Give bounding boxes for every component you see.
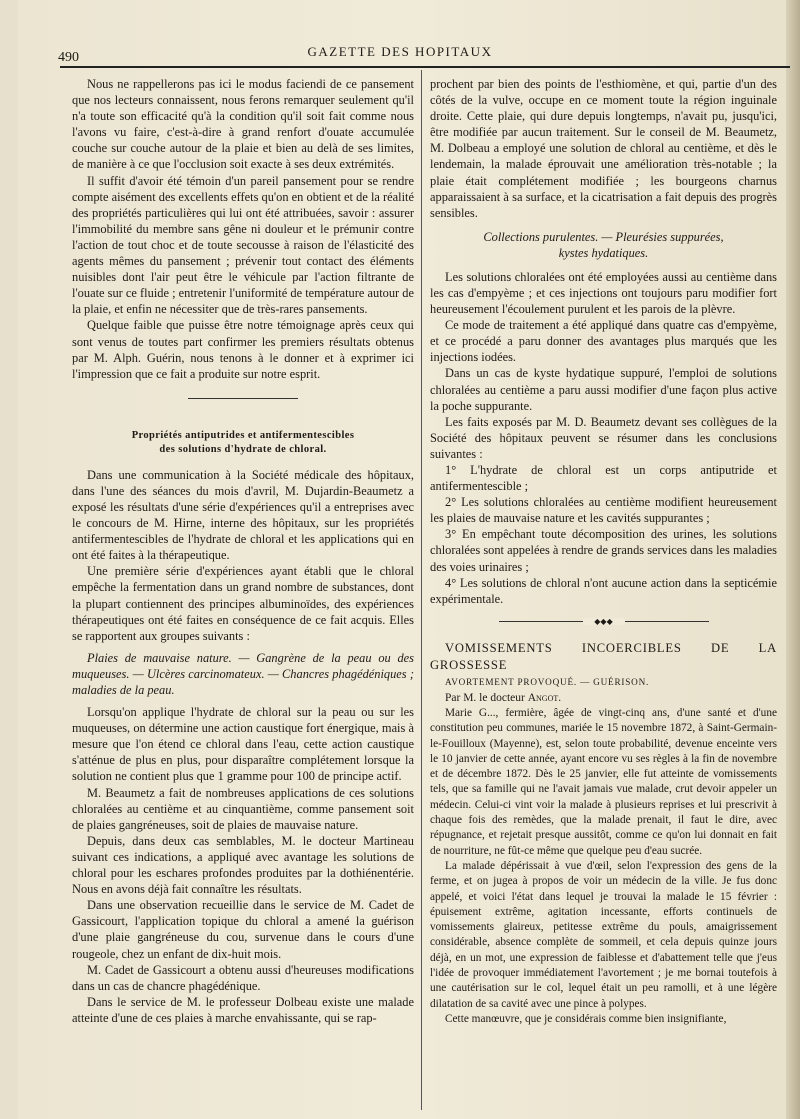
paragraph: Cette manœuvre, que je considérais comme bien insignifiante, <box>445 1012 727 1025</box>
paragraph: Il suffit d'avoir été témoin d'un pareil pansement pour se rendre compte aisément des excellents effets qu'on en obtient et de la réalité des propriétés particulières qui lui ont été attribuées, savoir : assurer l'immobilité du membre sans gêne ni douleur et le prémunir contre l'action de tout choc et de toute secousse à raison de l'élasticité des agents mêmes du pansement ; prévenir tout contact des éléments nuisibles dont l'air peut être le véhicule par l'action filtrante de l'ouate sur ce fluide ; entretenir l'uniformité de température autour de la plaie, et enfin ne nécessiter que de très-rares pansements. <box>72 173 414 317</box>
paragraph: Lorsqu'on applique l'hydrate de chloral sur la peau ou sur les muqueuses, on détermine une action caustique fort énergique, mais à mesure que l'on étend ce chloral dans l'eau, cette action caustique s'atténue de plus en plus, pour disparaître complétement lorsque la solution ne contient plus que 1 gramme pour 100 de principe actif. <box>72 705 414 784</box>
paragraph: M. Beaumetz a fait de nombreuses applications de ces solutions chloralées au centième et au cinquantième, comme pansement soit de plaies gangréneuses, soit de plaies de mauvaise nature. <box>72 785 414 832</box>
right-column <box>430 76 777 1027</box>
subsection-title <box>430 229 777 261</box>
subsection-title-line: kystes hydatiques. <box>558 245 649 260</box>
author-prefix: Par M. le docteur <box>445 691 525 704</box>
subsection-title-line: Collections purulentes. — Pleurésies suppurées, <box>483 229 724 244</box>
paragraph: Les faits exposés par M. D. Beaumetz devant ses collègues de la Société des hôpitaux peuvent se résumer dans les conclusions suivantes : <box>430 414 777 461</box>
paragraph: prochent par bien des points de l'esthiomène, et qui, partie d'un des côtés de la vulve, occupe en ce moment toute la région inguinale droite. Cette plaie, qui dure depuis longtemps, n'avait pu, jusqu'ici, être modifiée par aucun traitement. Sur le conseil de M. Beaumetz, M. Dolbeau a employé une solution de chloral au centième, et dès le lendemain, la malade éprouvait une amélioration très-notable ; la plaie était complétement modifiée ; les bourgeons charnus apparaissaient à sa surface, et la cicatrisation a fait depuis des progrès sensibles. <box>430 77 777 220</box>
paragraph: Dans une communication à la Société médicale des hôpitaux, dans l'une des séances du mois d'avril, M. Dujardin-Beaumetz a exposé les résultats d'une série d'expériences qu'il a entreprises avec le concours de M. Hirne, interne des hôpitaux, sur les propriétés antifermentescibles de l'hydrate de chloral et les applications qui en ont été faites à la thérapeutique. <box>72 467 414 563</box>
conclusion-item: 2° Les solutions chloralées au centième modifient heureusement les plaies de mauvaise nature et les cavités suppurantes ; <box>430 495 777 526</box>
paragraph: Quelque faible que puisse être notre témoignage après ceux qui sont venus de toutes part confirmer les premiers résultats obtenus par M. Alph. Guérin, nous tenons à le donner et à exprimer ici l'impression que ce fait a produite sur notre esprit. <box>72 318 414 381</box>
paragraph: Les solutions chloralées ont été employées aussi au centième dans les cas d'empyème ; et ces injections ont toujours paru modifier fort heureusement l'écoulement purulent et les parois de la plèvre. <box>430 269 777 317</box>
ornament-icon: ◆◆◆ <box>583 618 625 625</box>
paragraph: La malade dépérissait à vue d'œil, selon l'expression des gens de la ferme, et on jugea à propos de voir un médecin de la ville. Je fus donc appelé, et voici l'état dans lequel je trouvai la malade le 15 février : épuisement extrême, agitation incessante, efforts continuels de vomissements glaireux, petitesse extrême du pouls, amaigrissement considérable, absence complète de sommeil, et cela depuis quinze jours déjà, en un mot, une expression de faiblesse et d'abattement telle que j'eus l'idée de provoquer immédiatement l'avortement ; je me bornai toutefois à une cautérisation sur le col, lequel était un peu ramolli, et à une légère dilatation de sa cavité avec une pince à polypes. <box>430 859 777 1010</box>
article-subtitle: AVORTEMENT PROVOQUÉ. — GUÉRISON. <box>445 676 650 687</box>
paragraph: Ce mode de traitement a été appliqué dans quatre cas d'empyème, et ce procédé a paru donner des avantages plus marqués que les injections iodées. <box>430 318 777 365</box>
conclusion-item: 4° Les solutions de chloral n'ont aucune action dans la septicémie expérimentale. <box>430 575 777 606</box>
running-title: GAZETTE DES HOPITAUX <box>307 44 493 59</box>
paragraph: Dans une observation recueillie dans le service de M. Cadet de Gassicourt, l'application topique du chloral a amené la guérison d'une plaie gangréneuse du cou, survenue dans le cours d'une rougeole, chez un enfant de dix-huit mois. <box>72 898 414 961</box>
paragraph: Dans un cas de kyste hydatique suppuré, l'emploi de solutions chloralées au centième a paru aussi modifier d'une façon plus active la poche suppurante. <box>430 366 777 413</box>
conclusion-item: 1° L'hydrate de chloral est un corps antiputride et antifermentescible ; <box>430 462 777 494</box>
left-column <box>72 76 414 1026</box>
page-edge <box>786 0 800 1119</box>
paragraph: Depuis, dans deux cas semblables, M. le docteur Martineau suivant ces indications, a appliqué avec avantage les solutions de chloral pour les eschares profondes produites par la dothiénentérie. Nous en avons déjà fait connaître les résultats. <box>72 833 414 897</box>
ornament-rule <box>499 616 709 626</box>
section-rule <box>188 398 298 399</box>
section-title <box>72 429 414 457</box>
section-title-line: des solutions d'hydrate de chloral. <box>159 443 327 455</box>
paragraph: M. Cadet de Gassicourt a obtenu aussi d'heureuses modifications dans un cas de chancre phagédénique. <box>72 962 414 993</box>
paragraph: Une première série d'expériences ayant établi que le chloral empêche la fermentation dans un grand nombre de substances, dont la plupart contiennent des principes albuminoïdes, des expériences thérapeutiques ont été faites en conséquence de ce fait acquis. Elles se rapportent aux groupes suivants : <box>72 564 414 643</box>
italic-groups: Plaies de mauvaise nature. — Gangrène de la peau ou des muqueuses. — Ulcères carcinomateux. — Chancres phagédéniques ; maladies de la peau. <box>72 650 414 697</box>
section-title-line: Propriétés antiputrides et antifermentescibles <box>131 429 355 441</box>
column-divider <box>421 70 422 1110</box>
article-title: VOMISSEMENTS INCOERCIBLES DE LA GROSSESSE <box>430 640 777 672</box>
paragraph: Nous ne rappellerons pas ici le modus faciendi de ce pansement que nos lecteurs connaissent, nous ferons remarquer seulement qu'il n'a toute son efficacité qu'à la condition qu'il soit fait comme nous l'avons vu faire, c'est-à-dire à grand renfort d'ouate accumulée couche sur couche autour de la plaie et bien au delà de ses limites, de manière à ce que l'occlusion soit exacte à ses deux extrémités. <box>72 77 414 172</box>
author-name: Angot. <box>527 691 562 704</box>
conclusion-item: 3° En empêchant toute décomposition des urines, les solutions chloralées sont appelées à rendre de grands services dans les maladies des voies urinaires ; <box>430 527 777 574</box>
article-author <box>430 690 777 706</box>
paragraph: Dans le service de M. le professeur Dolbeau existe une malade atteinte d'une de ces plaies à marche envahissante, qui se rap- <box>72 994 414 1025</box>
header-rule <box>60 66 790 68</box>
page-number: 490 <box>58 50 79 65</box>
paragraph: Marie G..., fermière, âgée de vingt-cinq ans, d'une santé et d'une constitution peu communes, mariée le 15 novembre 1872, à Saint-Germain-le-Fouilloux (Mayenne), est, selon toute probabilité, devenue enceinte vers le 10 janvier de cette année, ayant encore vu ses règles à la fin de novembre et de décembre 1872. Dès le 25 janvier, elle fut atteinte de vomissements tels, que sa famille qui ne l'avait jamais vue malade, crut devoir appeler un médecin. Celui-ci vint voir la malade à plusieurs reprises et lui prescrivit à chaque fois des remèdes, que la malade prenait, il faut le dire, avec répugnance, et rejetait presque aussitôt, comme ce qu'on lui donnait en fait de nourriture, ne fût-ce même que quelque peu d'eau sucrée. <box>430 707 777 857</box>
